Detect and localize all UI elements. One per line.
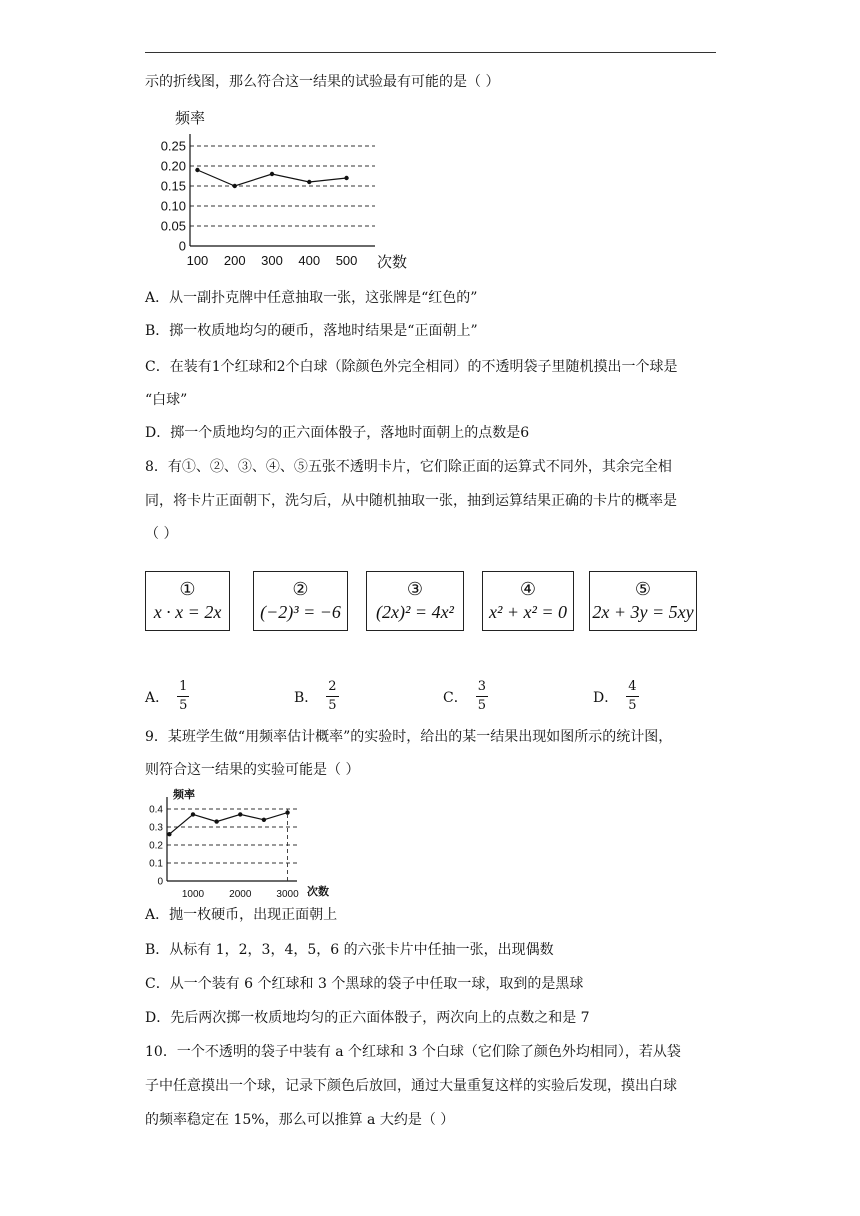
card-number: ④ xyxy=(519,579,537,599)
fraction xyxy=(476,678,488,715)
card-number: ③ xyxy=(406,579,424,599)
card-expression: x² + x² = 0 xyxy=(488,602,568,622)
y-tick-label: 0 xyxy=(178,238,186,254)
card-number: ② xyxy=(292,579,309,599)
card-1 xyxy=(145,571,230,631)
numerator: 4 xyxy=(626,678,638,697)
q8-option-c xyxy=(443,678,488,715)
y-tick-label: 0.1 xyxy=(149,858,163,870)
q8-option-b xyxy=(294,678,339,715)
data-point xyxy=(233,184,237,188)
data-point xyxy=(191,812,195,816)
data-point xyxy=(344,176,348,180)
card-3 xyxy=(366,571,464,631)
y-tick-label: 0.2 xyxy=(149,840,163,852)
x-tick-label: 2000 xyxy=(229,889,252,900)
q8-line1: 8．有①、②、③、④、⑤五张不透明卡片，它们除正面的运算式不同外，其余完全相 xyxy=(145,459,672,475)
y-tick-label: 0.25 xyxy=(160,138,186,154)
series-line xyxy=(169,813,287,835)
q7-option-d: D．掷一个质地均匀的正六面体骰子，落地时面朝上的点数是6 xyxy=(145,425,530,441)
q9-option-a: A．抛一枚硬币，出现正面朝上 xyxy=(145,907,338,923)
numerator: 3 xyxy=(476,678,488,697)
q9-option-b: B．从标有 1，2，3，4，5，6 的六张卡片中任抽一张，出现偶数 xyxy=(145,942,554,958)
y-tick-label: 0.05 xyxy=(160,218,186,234)
q8-cards xyxy=(145,571,705,631)
q7-option-c-line2: “白球” xyxy=(145,392,188,408)
q9-option-c: C．从一个装有 6 个红球和 3 个黑球的袋子中任取一球，取到的是黑球 xyxy=(145,976,584,992)
card-5 xyxy=(589,571,697,631)
x-tick-label: 300 xyxy=(261,253,283,268)
q7-option-b: B．掷一枚质地均匀的硬币，落地时结果是“正面朝上” xyxy=(145,323,478,339)
x-tick-label: 500 xyxy=(335,253,358,268)
chart2-y-title: 频率 xyxy=(173,789,195,801)
q8-line2: 同，将卡片正面朝下，洗匀后，从中随机抽取一张，抽到运算结果正确的卡片的概率是 xyxy=(145,493,677,509)
data-point xyxy=(270,172,274,176)
chart2-x-title: 次数 xyxy=(307,886,329,898)
header-rule xyxy=(145,52,716,53)
fraction xyxy=(326,678,338,715)
card-4 xyxy=(482,571,574,631)
q8-option-a xyxy=(145,678,189,715)
chart1-x-title: 次数 xyxy=(377,254,408,271)
card-expression: x · x = 2x xyxy=(153,602,222,622)
denominator: 5 xyxy=(179,698,188,713)
q8-option-d xyxy=(593,678,639,715)
data-point xyxy=(238,812,242,816)
y-tick-label: 0.4 xyxy=(149,804,163,816)
y-tick-label: 0.20 xyxy=(160,158,186,174)
fraction xyxy=(177,678,189,715)
y-tick-label: 0.3 xyxy=(149,822,163,834)
option-label: C． xyxy=(443,689,468,706)
numerator: 1 xyxy=(177,678,189,697)
denominator: 5 xyxy=(328,698,337,713)
q7-option-c-line1: C．在装有1个红球和2个白球（除颜色外完全相同）的不透明袋子里随机摸出一个球是 xyxy=(145,359,678,375)
y-tick-label: 0.15 xyxy=(160,178,186,194)
q10-line2: 子中任意摸出一个球，记录下颜色后放回，通过大量重复这样的实验后发现，摸出白球 xyxy=(145,1078,677,1094)
data-point xyxy=(195,168,199,172)
chart1-y-title: 频率 xyxy=(175,110,206,127)
denominator: 5 xyxy=(477,698,486,713)
card-number: ① xyxy=(179,579,196,599)
denominator: 5 xyxy=(628,698,637,713)
option-label: A． xyxy=(145,689,170,706)
q10-line3: 的频率稳定在 15%，那么可以推算 a 大约是（ ） xyxy=(145,1112,455,1128)
numerator: 2 xyxy=(326,678,338,697)
card-number: ⑤ xyxy=(634,579,652,599)
option-label: B． xyxy=(294,689,319,706)
x-tick-label: 3000 xyxy=(276,889,299,900)
q7-stem: 示的折线图，那么符合这一结果的试验最有可能的是（ ） xyxy=(145,74,500,90)
x-tick-label: 100 xyxy=(186,253,209,268)
option-label: D． xyxy=(593,689,619,706)
x-tick-label: 200 xyxy=(223,253,246,268)
q9-line1: 9．某班学生做“用频率估计概率”的实验时，给出的某一结果出现如图所示的统计图， xyxy=(145,729,673,745)
q7-option-a: A．从一副扑克牌中任意抽取一张，这张牌是“红色的” xyxy=(145,290,478,306)
data-point xyxy=(262,818,266,822)
q9-line2: 则符合这一结果的实验可能是（ ） xyxy=(145,762,360,778)
y-tick-label: 0.10 xyxy=(160,198,186,214)
q8-line3: （ ） xyxy=(145,526,178,542)
card-expression: (2x)² = 4x² xyxy=(376,602,454,622)
card-2 xyxy=(253,571,348,631)
card-expression: (−2)³ = −6 xyxy=(260,602,341,622)
fraction xyxy=(626,678,638,715)
data-point xyxy=(307,180,311,184)
x-tick-label: 400 xyxy=(298,253,321,268)
q7-line-chart xyxy=(145,105,415,275)
x-tick-label: 1000 xyxy=(181,889,205,900)
y-tick-label: 0 xyxy=(157,876,163,888)
data-point xyxy=(167,832,171,836)
q9-option-d: D．先后两次掷一枚质地均匀的正六面体骰子，两次向上的点数之和是 7 xyxy=(145,1010,590,1026)
q9-line-chart xyxy=(145,785,345,900)
q10-line1: 10．一个不透明的袋子中装有 a 个红球和 3 个白球（它们除了颜色外均相同），若从袋 xyxy=(145,1044,681,1060)
data-point xyxy=(214,819,218,823)
card-expression: 2x + 3y = 5xy xyxy=(592,602,694,622)
